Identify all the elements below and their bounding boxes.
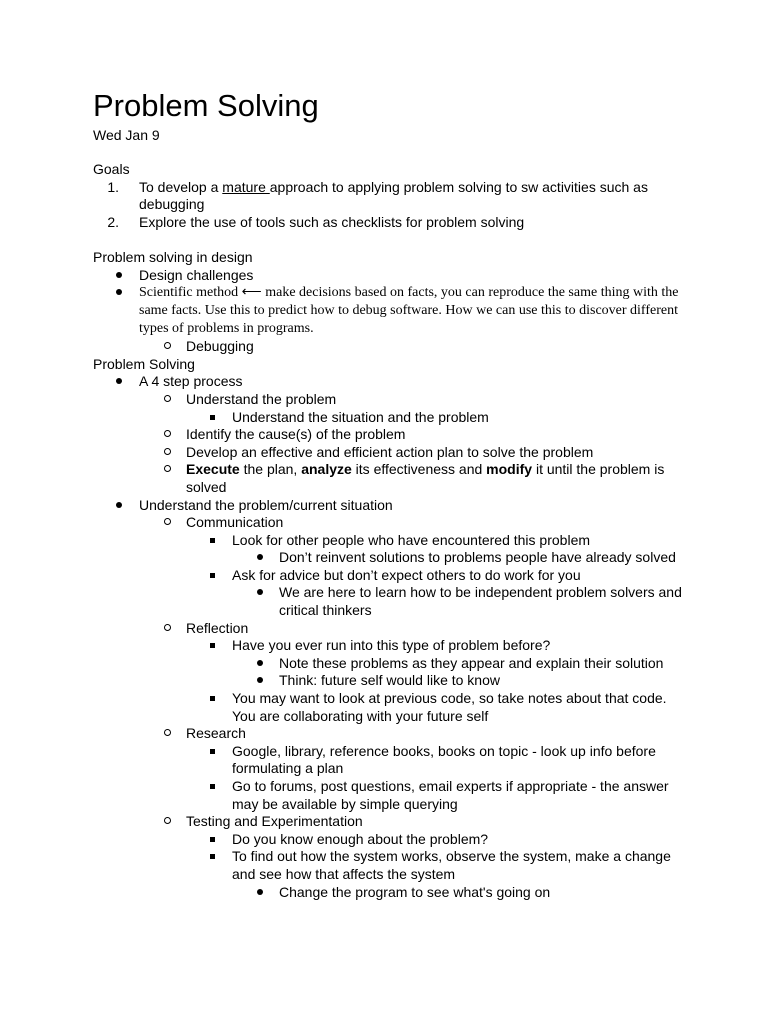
- list-item: Identify the cause(s) of the problem: [93, 426, 693, 444]
- list-item: Understand the problem: [93, 391, 693, 409]
- document-title: Problem Solving: [93, 88, 319, 123]
- circle-bullet-icon: [164, 338, 171, 356]
- square-bullet-icon: [210, 637, 215, 655]
- list-item: Understand the situation and the problem: [93, 409, 693, 427]
- circle-bullet-icon: [164, 620, 171, 638]
- list-item: Have you ever run into this type of problem before?: [93, 637, 693, 655]
- circle-bullet-icon: [164, 725, 171, 743]
- list-number: 1.: [107, 178, 119, 195]
- list-item: A 4 step process: [93, 373, 693, 391]
- list-item: We are here to learn how to be independent problem solvers and critical thinkers: [93, 584, 693, 619]
- list-item: Research: [93, 725, 693, 743]
- underlined-word: mature: [222, 178, 270, 195]
- bullet-icon: [116, 284, 122, 302]
- list-item: You may want to look at previous code, so take notes about that code. You are collaborating with your future self: [93, 690, 693, 725]
- list-item: Debugging: [93, 338, 693, 356]
- list-item: Understand the problem/current situation: [93, 497, 693, 515]
- document-body: [93, 161, 693, 901]
- goal-item: 1. To develop a mature approach to applying problem solving to sw activities such as debugging: [93, 179, 693, 214]
- goals-heading: Goals: [93, 161, 130, 177]
- list-item: Ask for advice but don’t expect others to do work for you: [93, 567, 693, 585]
- list-item: Note these problems as they appear and explain their solution: [93, 655, 693, 673]
- bullet-icon: [257, 655, 263, 673]
- circle-bullet-icon: [164, 391, 171, 409]
- list-item: Don’t reinvent solutions to problems people have already solved: [93, 549, 693, 567]
- list-item: Communication: [93, 514, 693, 532]
- list-item: Look for other people who have encountered this problem: [93, 532, 693, 550]
- square-bullet-icon: [210, 848, 215, 866]
- circle-bullet-icon: [164, 426, 171, 444]
- bullet-icon: [116, 373, 122, 391]
- circle-bullet-icon: [164, 444, 171, 462]
- list-item: Develop an effective and efficient action plan to solve the problem: [93, 444, 693, 462]
- bullet-icon: [116, 497, 122, 515]
- square-bullet-icon: [210, 778, 215, 796]
- square-bullet-icon: [210, 831, 215, 849]
- list-number: 2.: [107, 213, 119, 230]
- bullet-icon: [116, 267, 122, 285]
- square-bullet-icon: [210, 690, 215, 708]
- list-item: Think: future self would like to know: [93, 672, 693, 690]
- list-item: Design challenges: [93, 267, 693, 285]
- list-item: To find out how the system works, observe the system, make a change and see how that affects the system: [93, 848, 693, 883]
- bullet-icon: [257, 884, 263, 902]
- circle-bullet-icon: [164, 813, 171, 831]
- design-heading: Problem solving in design: [93, 248, 253, 265]
- bullet-icon: [257, 549, 263, 567]
- square-bullet-icon: [210, 532, 215, 550]
- square-bullet-icon: [210, 567, 215, 585]
- list-item: Do you know enough about the problem?: [93, 831, 693, 849]
- problem-solving-heading: Problem Solving: [93, 355, 195, 372]
- list-item: Reflection: [93, 620, 693, 638]
- list-item: Execute the plan, analyze its effectiveness and modify it until the problem is solved: [93, 461, 693, 496]
- goal-item: 2. Explore the use of tools such as checklists for problem solving: [93, 214, 693, 232]
- square-bullet-icon: [210, 409, 215, 427]
- document-date: Wed Jan 9: [93, 127, 160, 143]
- list-item: Google, library, reference books, books on topic - look up info before formulating a plan: [93, 743, 693, 778]
- circle-bullet-icon: [164, 461, 171, 479]
- list-item: Go to forums, post questions, email experts if appropriate - the answer may be available by simple querying: [93, 778, 693, 813]
- circle-bullet-icon: [164, 514, 171, 532]
- bullet-icon: [257, 672, 263, 690]
- bullet-icon: [257, 584, 263, 602]
- list-item: Change the program to see what's going on: [93, 884, 693, 902]
- square-bullet-icon: [210, 743, 215, 761]
- list-item: Scientific method ⟵ make decisions based on facts, you can reproduce the same thing with the same facts. Use this to predict how to debug software. How we can use this to discover different types of problems in programs.: [93, 284, 693, 338]
- list-item: Testing and Experimentation: [93, 813, 693, 831]
